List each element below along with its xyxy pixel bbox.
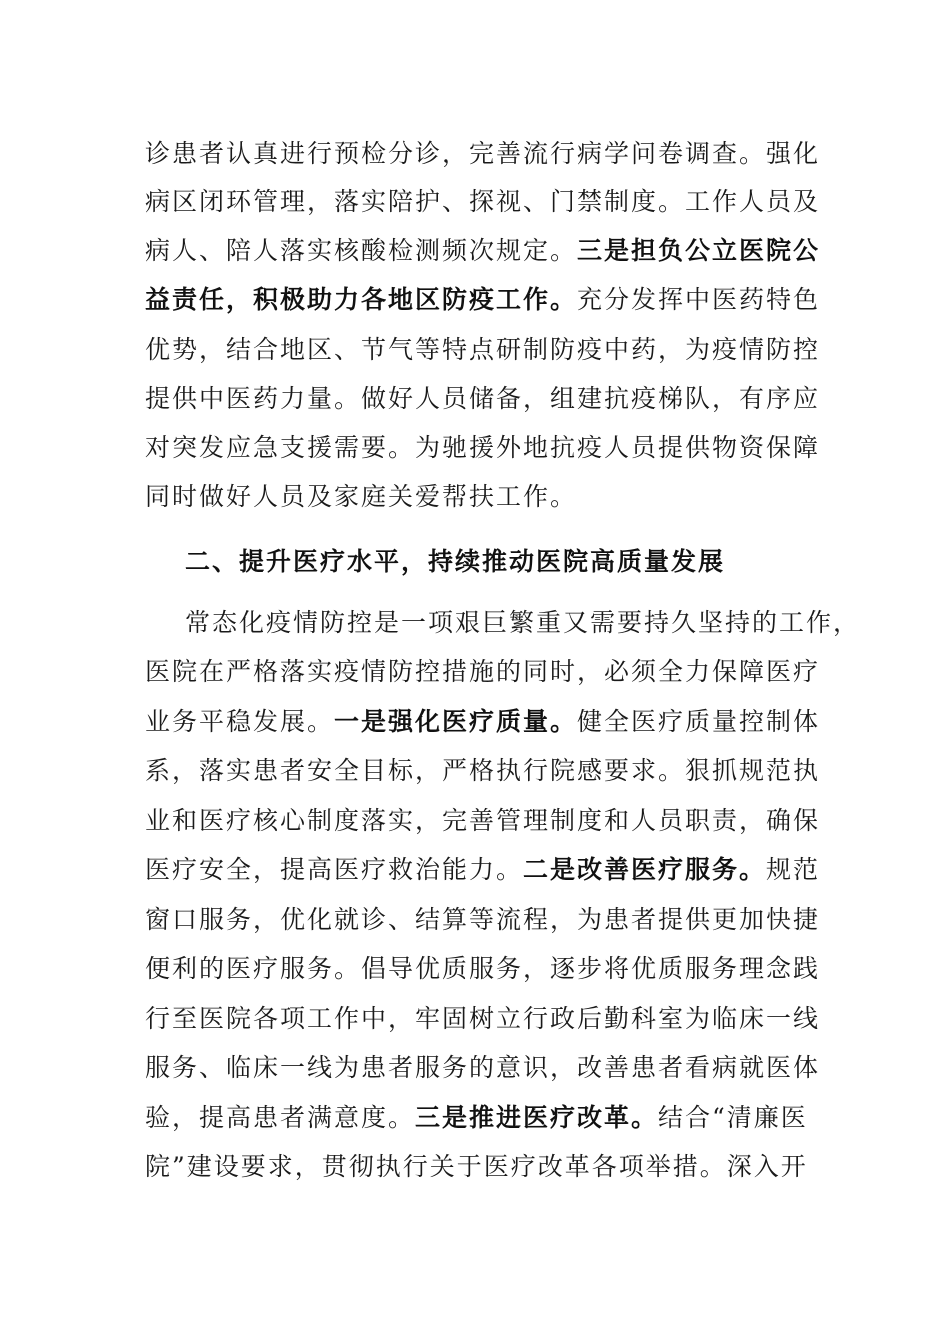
paragraph-line [145,136,820,172]
text-span: 健全医疗质量控制体 [577,707,821,736]
text-span: 验，提高患者满意度。 [145,1103,416,1132]
paragraph-line [145,753,820,789]
text-span: 服务、临床一线为患者服务的意识，改善患者看病就医体 [145,1053,821,1082]
paragraph-line [145,1001,820,1037]
paragraph-line [145,951,820,987]
text-span: 对突发应急支援需要。为驰援外地抗疫人员提供物资保障 [145,433,821,462]
text-span: 医院在严格落实疫情防控措施的同时，必须全力保障医疗 [145,657,821,686]
paragraph-line [145,381,820,417]
text-span: 系，落实患者安全目标，严格执行院感要求。狠抓规范执 [145,756,821,785]
bold-text-span: 一是强化医疗质量。 [334,707,578,736]
paragraph-line [145,704,820,740]
text-span: 充分发挥中医药特色 [577,285,821,314]
paragraph-line [145,1100,808,1136]
paragraph-line [145,654,820,690]
text-span: 业务平稳发展。 [145,707,335,736]
text-span: 规范 [766,855,821,884]
paragraph-line [145,233,820,269]
bold-text-span: 三是担负公立医院公 [577,236,821,265]
paragraph-line [145,184,820,220]
paragraph-line [145,1050,820,1086]
text-span: 诊患者认真进行预检分诊，完善流行病学问卷调查。强化 [145,139,821,168]
text-span: 医疗安全，提高医疗救治能力。 [145,855,524,884]
paragraph-line [145,803,820,839]
heading-text: 二、提升医疗水平，持续推动医院高质量发展 [185,547,726,576]
paragraph-line [145,332,820,368]
text-span: 业和医疗核心制度落实，完善管理制度和人员职责，确保 [145,806,821,835]
text-span: 院”建设要求，贯彻执行关于医疗改革各项举措。深入开 [145,1152,808,1181]
paragraph-line [145,852,820,888]
paragraph-line [145,479,577,515]
bold-text-span: 益责任，积极助力各地区防疫工作。 [145,285,578,314]
text-span: 提供中医药力量。做好人员储备，组建抗疫梯队，有序应 [145,384,821,413]
text-span: 病区闭环管理，落实陪护、探视、门禁制度。工作人员及 [145,187,821,216]
text-span: 行至医院各项工作中，牢固树立行政后勤科室为临床一线 [145,1004,821,1033]
text-span: 常态化疫情防控是一项艰巨繁重又需要持久坚持的工作， [185,608,861,637]
paragraph-line [145,430,820,466]
paragraph-line [145,902,820,938]
text-span: 便利的医疗服务。倡导优质服务，逐步将优质服务理念践 [145,954,821,983]
paragraph-line [185,605,860,641]
text-span: 结合“清廉医 [658,1103,808,1132]
text-span: 病人、陪人落实核酸检测频次规定。 [145,236,578,265]
bold-text-span: 二是改善医疗服务。 [523,855,767,884]
bold-text-span: 三是推进医疗改革。 [415,1103,659,1132]
section-heading [185,544,725,580]
text-span: 同时做好人员及家庭关爱帮扶工作。 [145,482,578,511]
text-span: 窗口服务，优化就诊、结算等流程，为患者提供更加快捷 [145,905,821,934]
text-span: 优势，结合地区、节气等特点研制防疫中药，为疫情防控 [145,335,821,364]
paragraph-line [145,282,820,318]
paragraph-line [145,1149,808,1185]
